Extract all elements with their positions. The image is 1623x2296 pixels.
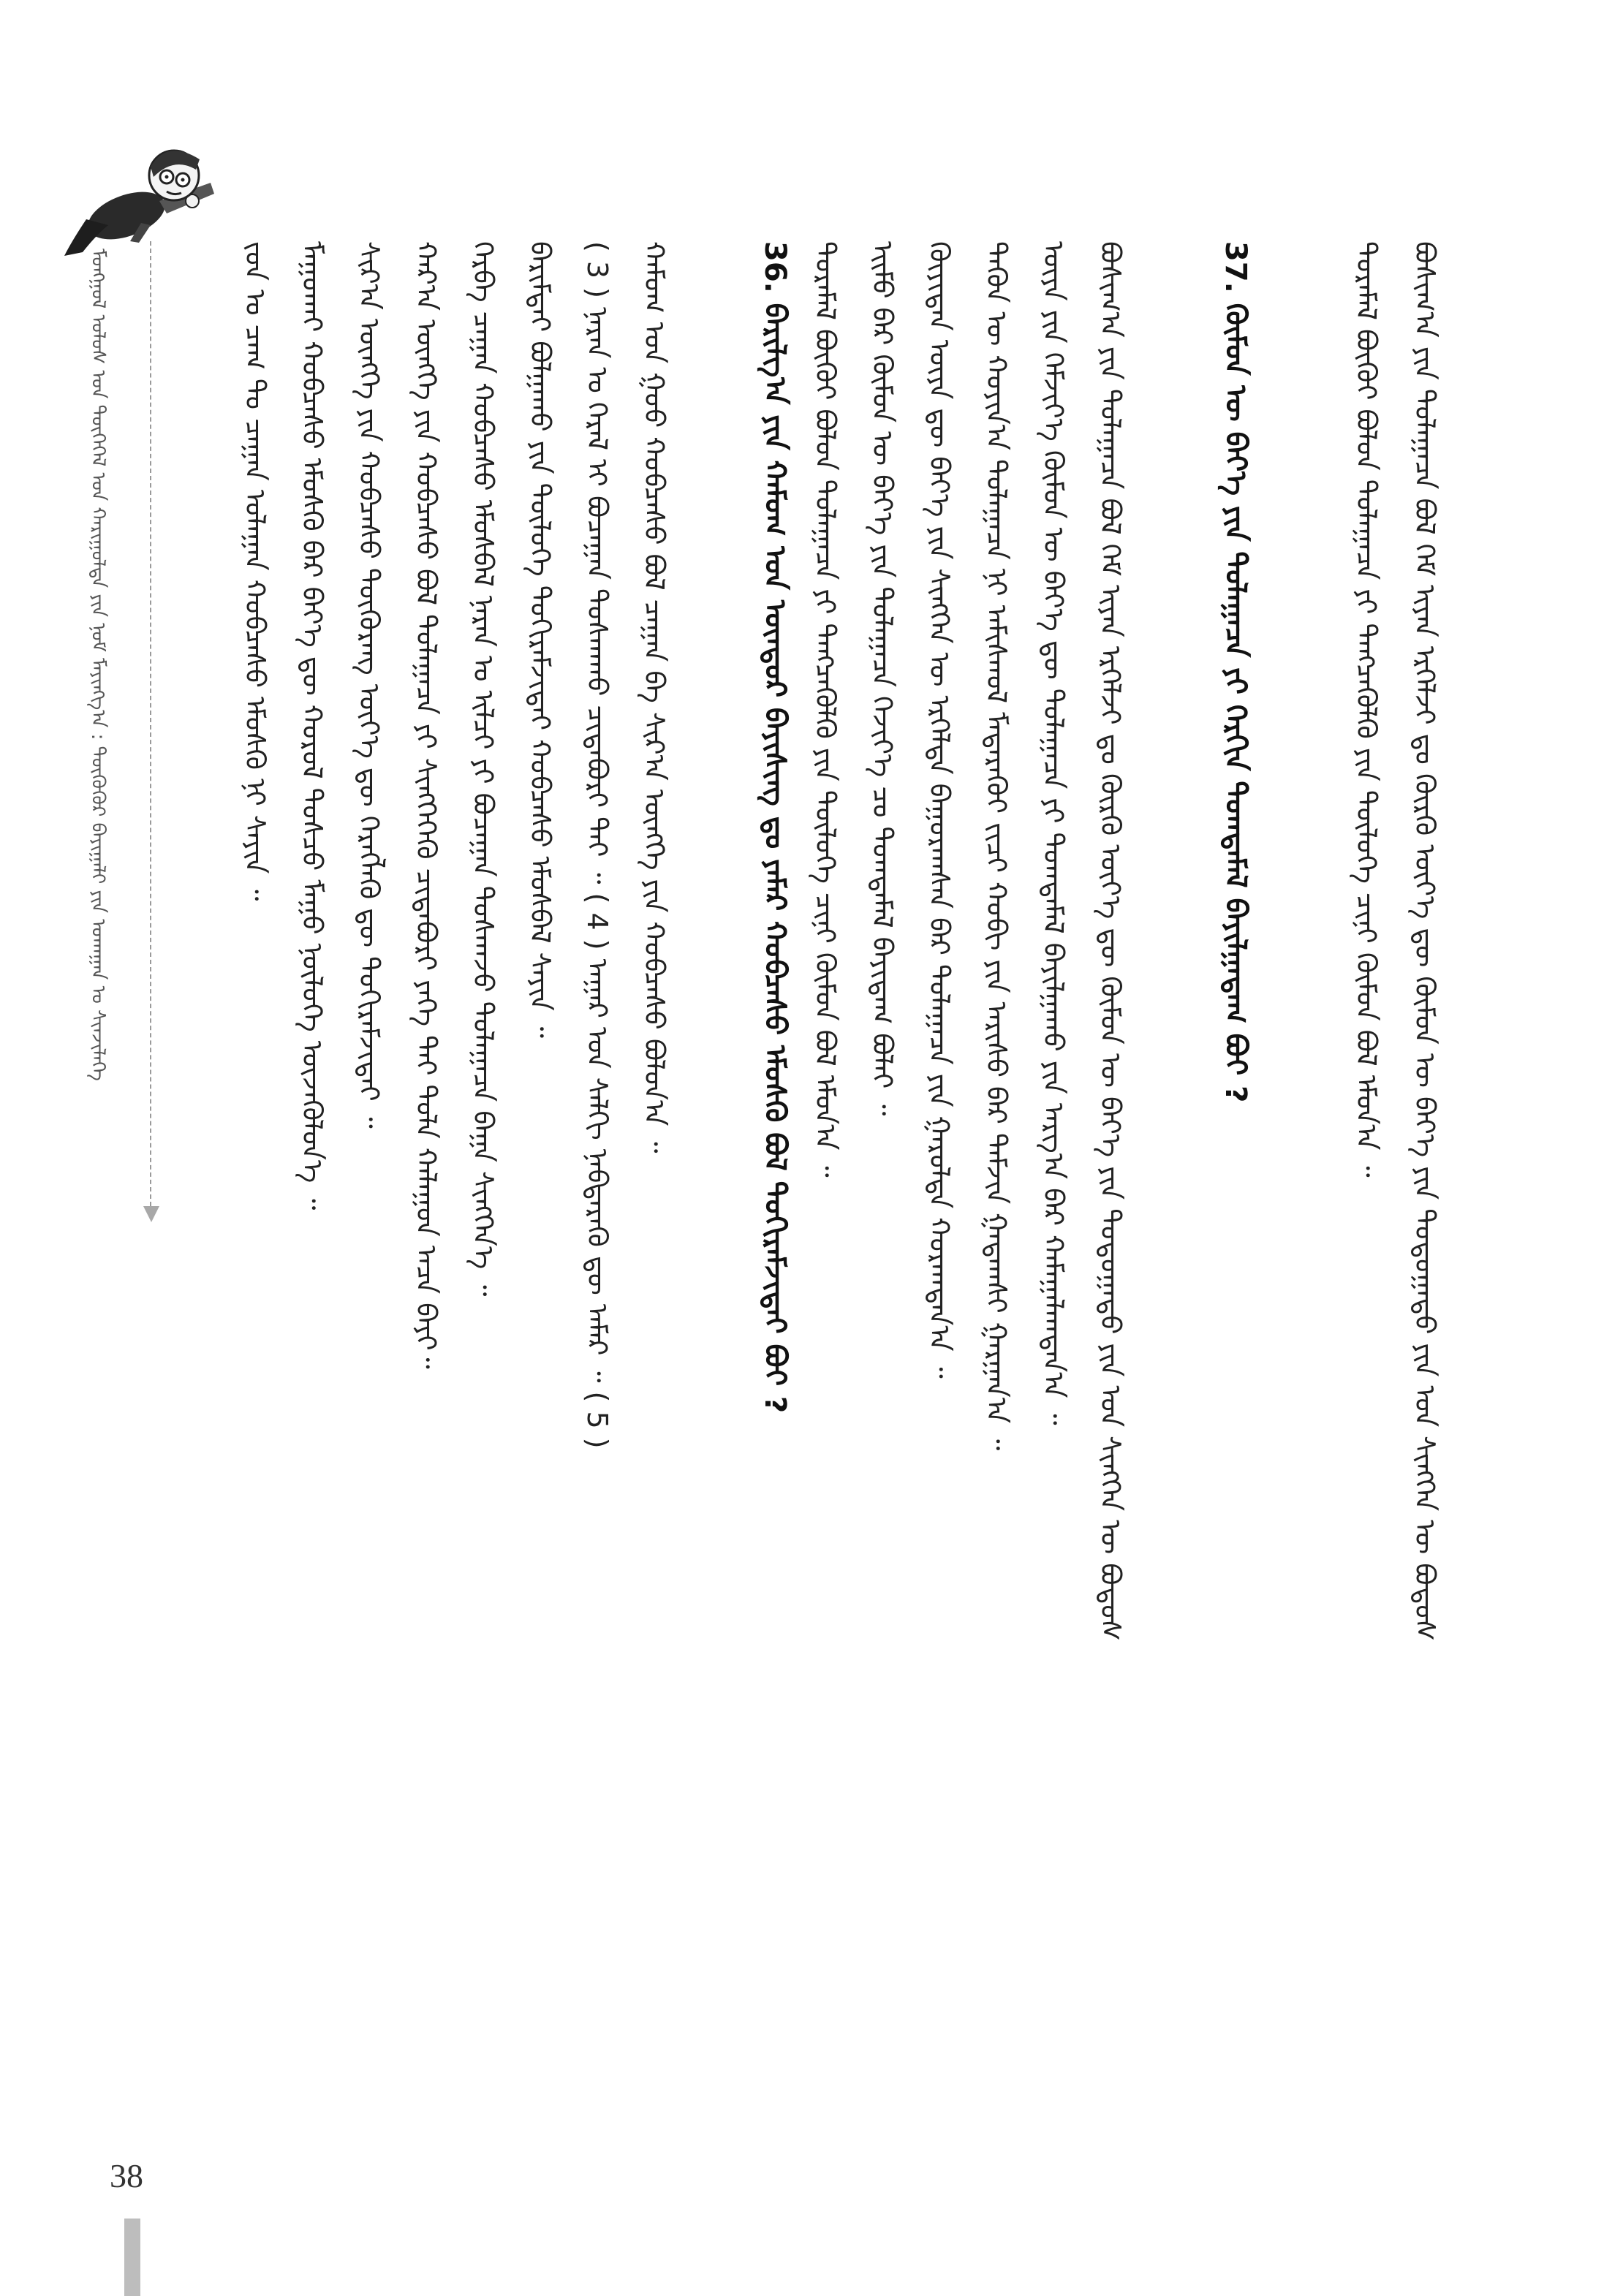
- text-column: ᠲᠣᠷᠠᠮᠠᠯ ᠪᠦᠬᠦᠢ ᠪᠣᠯᠤᠨ ᠳᠤᠯᠠᠭᠠᠴᠠ ᠶᠢ ᠲᠡᠩᠴᠡᠭᠦᠯᠬᠦ ᠶᠢᠨ ᠲᠥᠯᠦᠭᠡ ᠴᠢᠨᠢ ᠬᠦᠮᠦᠨ ᠪᠣᠯ ᠡᠮᠤᠨ᠎ᠠ ᠃: [1350, 241, 1382, 1178]
- text-column: ᠬᠠᠮᠤᠭ ᠤᠨ ᠭᠣᠤ ᠬᠤᠪᠴᠠᠰᠤ ᠪᠣᠯ ᠴᠠᠭᠠᠨ ᠪᠠ ᠰᠢᠷ᠎ᠠ ᠦᠩᠭᠡ ᠶᠢᠨ ᠬᠤᠪᠴᠠᠰᠤ ᠪᠣᠯᠤᠨ᠎ᠠ ᠃: [638, 241, 670, 1153]
- text-column: ᠬᠠᠷ᠎ᠠ ᠦᠩᠭᠡ ᠶᠢᠨ ᠬᠤᠪᠴᠠᠰᠤ ᠪᠣᠯ ᠳᠤᠯᠠᠭᠠᠴᠠ ᠶᠢ ᠰᠢᠩᠭᠡᠭᠡᠬᠦ ᠴᠢᠳᠠᠪᠤᠷᠢ ᠶᠡᠬᠡ ᠲᠠᠢ ᠲᠤᠯᠠ ᠬᠠᠯᠠᠭᠤᠨ ᠠᠴᠠ ᠪᠠᠶᠢ᠃: [410, 241, 442, 1369]
- page-edge-bar: [124, 2219, 140, 2296]
- text-column: ᠪᠣᠰᠢᠭ᠎ᠠ ᠶᠢᠨ ᠳᠤᠯᠠᠭᠠᠴᠠ ᠪᠣᠯ ᠬᠡᠮ ᠢᠶᠡᠨ ᠡᠷᠭᠡᠯᠵᠢ ᠳᠤ ᠬᠦᠷᠬᠦ ᠦᠶ᠎ᠡ ᠳᠦ ᠬᠦᠮᠦᠨ ᠦ ᠪᠡᠶ᠎ᠡ ᠶᠢᠨ ᠳᠣᠲᠣᠭᠠᠳᠤ ᠶᠢᠨ ᠡᠳ ᠰᠢᠩᠭᠡᠨ ᠦ ᠪᠣᠳᠤᠰ: [1094, 241, 1127, 1641]
- text-column: ᠰᠢᠷ᠎ᠠ ᠦᠩᠭᠡ ᠶᠢᠨ ᠬᠤᠪᠴᠠᠰᠤ ᠳᠦᠭᠦᠷᠡᠩ ᠦᠶ᠎ᠡ ᠳᠦ ᠬᠡᠷᠡᠭᠯᠡᠬᠦ ᠳᠦ ᠳᠤᠬᠢᠷᠠᠮᠵᠢᠲᠠᠢ ᠃: [353, 241, 385, 1129]
- question-text: ᠪᠠᠷᠢᠯᠭ᠎ᠠ ᠶᠢᠨ ᠬᠠᠮᠤᠭ ᠤᠨ ᠥᠨᠳᠥᠷ ᠪᠠᠶᠢᠰᠢᠩ ᠳᠤ ᠶᠠᠮᠠᠷ ᠬᠤᠪᠴᠠᠰᠤ ᠡᠮᠦᠰᠬᠦ ᠪᠣᠯ ᠲᠣᠬᠢᠷᠠᠮᠵᠢᠲᠠᠢ ᠪᠣᠢ ?: [758, 303, 792, 1414]
- question-number: 36.: [758, 241, 792, 293]
- text-column: ᠵᠤᠨ ᠤ ᠴᠠᠭ ᠲᠤ ᠴᠠᠭᠠᠨ ᠤᠯᠠᠭᠠᠨ ᠬᠤᠪᠴᠠᠰᠤ ᠡᠮᠦᠰᠬᠦ ᠨᠢ ᠰᠠᠶᠢᠨ ᠃: [239, 241, 271, 901]
- text-column: ᠮᠠᠭᠤᠬᠠᠢ ᠬᠤᠪᠴᠠᠰᠤ ᠡᠮᠦᠰᠬᠦ ᠪᠡᠷ ᠪᠡᠶ᠎ᠡ ᠳᠦ ᠬᠤᠷᠤᠯ ᠲᠤᠰᠴᠤ ᠮᠠᠭᠤ ᠨᠥᠯᠦᠭᠡ ᠦᠵᠡᠭᠦᠯᠦᠨ᠎ᠡ ᠃: [296, 241, 328, 1210]
- question-number: 37.: [1219, 241, 1252, 293]
- dashed-divider: [150, 241, 151, 1206]
- text-column: ᠬᠡᠷᠪᠡ ᠴᠠᠭᠠᠨ ᠬᠤᠪᠴᠠᠰᠤ ᠡᠮᠦᠰᠪᠡᠯ ᠨᠠᠷᠠᠨ ᠤ ᠢᠯᠴᠢ ᠶᠢ ᠪᠤᠴᠠᠭᠠᠨ ᠲᠤᠰᠬᠠᠵᠤ ᠳᠤᠯᠠᠭᠠᠴᠠ ᠪᠠᠭᠠ ᠰᠢᠩᠭᠡᠨ᠎ᠡ ᠃: [467, 241, 499, 1297]
- text-column: ᠡᠢᠮᠦ ᠪᠡᠷ ᠬᠦᠮᠦᠨ ᠦ ᠪᠡᠶ᠎ᠡ ᠶᠢᠨ ᠳᠤᠯᠠᠭᠠᠴᠠ ᠬᠡᠵᠢᠶ᠎ᠡ ᠴᠤ ᠲᠣᠭᠲᠠᠮᠠᠯ ᠪᠠᠶᠢᠳᠠᠭ ᠪᠣᠯᠠᠢ ᠃: [866, 241, 898, 1116]
- text-column: ᠬᠦᠶᠢᠲᠡᠨ ᠦᠶᠡ ᠳᠦ ᠪᠡᠶ᠎ᠡ ᠶᠢᠨ ᠰᠢᠩᠭᠡᠨ ᠦ ᠡᠷᠭᠡᠯᠲᠡ ᠪᠠᠭᠤᠷᠠᠭᠰᠠᠨ ᠪᠡᠷ ᠳᠤᠯᠠᠭᠠᠴᠠ ᠶᠢᠨ ᠭᠠᠷᠤᠯᠲᠠ ᠬᠣᠷᠠᠭᠳᠠᠨ᠎ᠠ ᠃: [923, 241, 956, 1379]
- text-column: ᠪᠣᠰᠢᠭ᠎ᠠ ᠶᠢᠨ ᠳᠤᠯᠠᠭᠠᠴᠠ ᠪᠣᠯ ᠬᠡᠮ ᠢᠶᠡᠨ ᠡᠷᠭᠡᠯᠵᠢ ᠳᠤ ᠬᠦᠷᠬᠦ ᠦᠶ᠎ᠡ ᠳᠦ ᠬᠦᠮᠦᠨ ᠦ ᠪᠡᠶ᠎ᠡ ᠶᠢᠨ ᠳᠣᠲᠣᠭᠠᠳᠤ ᠶᠢᠨ ᠡᠳ ᠰᠢᠩᠭᠡᠨ ᠦ ᠪᠣᠳᠤᠰ: [1409, 241, 1441, 1641]
- text-column: ᠲᠣᠷᠠᠮᠠᠯ ᠪᠦᠬᠦᠢ ᠪᠣᠯᠤᠨ ᠳᠤᠯᠠᠭᠠᠴᠠ ᠶᠢ ᠲᠡᠩᠴᠡᠭᠦᠯᠬᠦ ᠶᠢᠨ ᠲᠥᠯᠦᠭᠡ ᠴᠢᠨᠢ ᠬᠦᠮᠦᠨ ᠪᠣᠯ ᠡᠮᠤᠨ᠎ᠠ ᠃: [809, 241, 841, 1178]
- triangle-marker-icon: [143, 1206, 159, 1222]
- text-column: ᠪᠠᠷᠢᠮᠲᠠᠢ ᠪᠣᠯᠭᠠᠬᠤ ᠶᠢᠨ ᠲᠥᠯᠦᠭᠡ ᠲᠣᠬᠢᠷᠠᠮᠵᠢᠲᠠᠢ ᠬᠤᠪᠴᠠᠰᠤ ᠡᠮᠦᠰᠪᠡᠯ ᠰᠠᠶᠢᠨ ᠃: [524, 241, 556, 1038]
- page-number: 38: [110, 2157, 143, 2194]
- text-column: ᠦᠶᠡ ᠶᠢᠨ ᠬᠡᠮᠵᠢᠶ᠎ᠡ ᠬᠦᠮᠦᠨ ᠦ ᠪᠡᠶ᠎ᠡ ᠳᠦ ᠳᠤᠯᠠᠭᠠᠴᠠ ᠶᠢ ᠲᠣᠭᠲᠠᠮᠠᠯ ᠪᠠᠶᠢᠯᠭᠠᠬᠤ ᠶᠢᠨ ᠠᠷᠭ᠎ᠠ ᠪᠠᠷ ᠬᠠᠮᠠᠭᠠᠯᠠᠭᠳᠠᠨ᠎ᠠ ᠃: [1037, 241, 1070, 1425]
- text-column: ᠲᠡᠭᠦᠨ ᠦ ᠬᠣᠶᠢᠨ᠎ᠠ ᠳᠤᠯᠠᠭᠠᠴᠠ ᠨᠢ ᠠᠮᠢᠰᠬᠤᠯ ᠮᠡᠳᠡᠷᠡᠬᠦᠢ ᠵᠢᠴᠢ ᠬᠤᠪᠢ ᠶᠢᠨ ᠠᠷᠢᠰᠤ ᠪᠠᠷ ᠳᠠᠮᠵᠢᠨ ᠭᠠᠳᠠᠭᠰᠢ ᠭᠠᠷᠭᠠᠨ᠎ᠠ ᠃: [980, 241, 1013, 1451]
- text-column: ( 3 ) ᠨᠠᠷᠠᠨ ᠤ ᠭᠡᠷᠡᠯ ᠢ ᠪᠤᠴᠠᠭᠠᠨ ᠲᠤᠰᠬᠠᠬᠤ ᠴᠢᠳᠠᠪᠤᠷᠢ ᠲᠠᠢ ᠃ ( 4 ) ᠠᠭᠠᠷ ᠤᠨ ᠰᠠᠯᠬᠢ ᠨᠡᠪᠲᠡᠷᠡᠬᠦ ᠳᠦ ᠠᠮᠠᠷ ᠃ ( 5 ): [581, 241, 613, 1449]
- running-head: ᠮᠣᠩᠭᠣᠯ ᠤᠯᠤᠰ ᠤᠨ ᠲᠦᠬᠡᠭᠡᠯ ᠤᠨ ᠬᠠᠷᠢᠭᠤᠯᠲᠠ ᠶᠢᠨ ᠨᠣᠮ ᠮᠠᠶᠢᠩᠭ᠎ᠠ : ᠲᠦᠭᠦᠭᠦᠷ ᠪᠠᠶᠢᠭᠠᠯᠢ ᠶᠢᠨ ᠤᠬᠠᠭᠠᠨ ᠤ ᠰᠢᠨᠵᠢᠯᠡᠭᠡ: [87, 249, 109, 1081]
- question-text: ᠬᠦᠮᠦᠨ ᠦ ᠪᠡᠶ᠎ᠡ ᠶᠢᠨ ᠳᠤᠯᠠᠭᠠᠴᠠ ᠶᠢ ᠬᠡᠷᠬᠢᠨ ᠲᠣᠭᠲᠠᠮᠠᠯ ᠪᠠᠶᠢᠯᠭᠠᠳᠠᠭ ᠪᠣᠢ ?: [1219, 303, 1252, 1103]
- boy-mascot-illustration: [57, 132, 225, 263]
- question-37: [1221, 241, 1250, 2098]
- question-36: [760, 241, 790, 2098]
